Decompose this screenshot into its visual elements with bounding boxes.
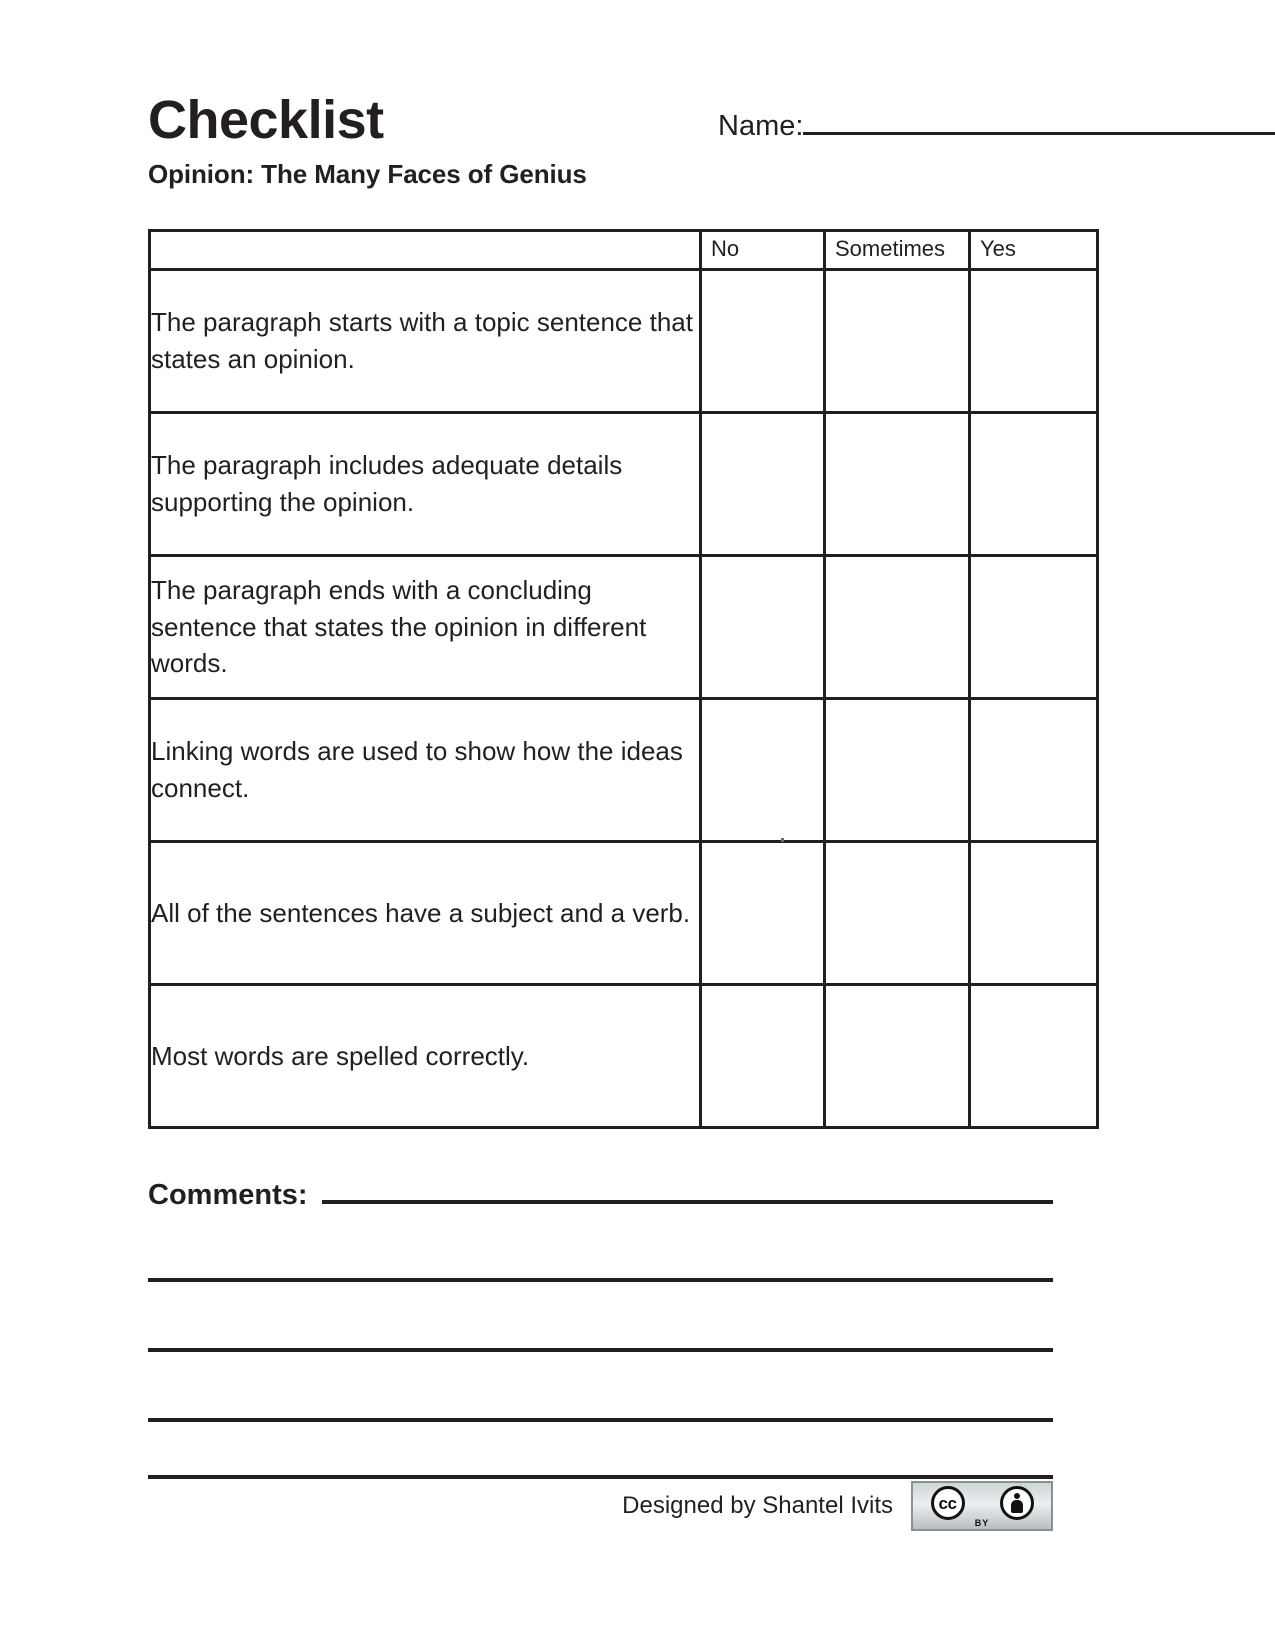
criterion-text: The paragraph ends with a concluding sentence that states the opinion in different words. <box>150 556 701 699</box>
comments-blank-line[interactable] <box>148 1418 1053 1422</box>
page-title: Checklist <box>148 90 384 150</box>
checkbox-cell-no[interactable] <box>701 842 825 985</box>
column-header-no: No <box>701 231 825 270</box>
checkbox-cell-no[interactable] <box>701 270 825 413</box>
criterion-text: The paragraph includes adequate details supporting the opinion. <box>150 413 701 556</box>
comments-blank-line[interactable] <box>148 1475 1053 1479</box>
checkbox-cell-sometimes[interactable] <box>825 699 970 842</box>
checkbox-cell-no[interactable] <box>701 699 825 842</box>
comments-label: Comments: <box>148 1179 308 1211</box>
table-row <box>150 699 1098 842</box>
table-row <box>150 556 1098 699</box>
comments-input-line[interactable] <box>322 1178 1053 1204</box>
checkbox-cell-no[interactable] <box>701 413 825 556</box>
checkbox-cell-sometimes[interactable] <box>825 842 970 985</box>
scan-artifact-speck <box>781 838 784 842</box>
checkbox-cell-yes[interactable] <box>970 556 1098 699</box>
criterion-text: The paragraph starts with a topic sentence that states an opinion. <box>150 270 701 413</box>
criterion-text: Most words are spelled correctly. <box>150 985 701 1128</box>
comments-blank-line[interactable] <box>148 1348 1053 1352</box>
name-label: Name: <box>718 110 804 142</box>
checkbox-cell-yes[interactable] <box>970 842 1098 985</box>
checkbox-cell-yes[interactable] <box>970 699 1098 842</box>
checkbox-cell-yes[interactable] <box>970 413 1098 556</box>
person-body <box>1011 1500 1023 1513</box>
checkbox-cell-no[interactable] <box>701 985 825 1128</box>
column-header-yes: Yes <box>970 231 1098 270</box>
footer-credit: Designed by Shantel Ivits <box>622 1492 893 1519</box>
page-header <box>148 92 1128 190</box>
cc-icon-label: cc <box>938 1493 957 1513</box>
cc-by-label: BY <box>974 1518 990 1528</box>
checkbox-cell-sometimes[interactable] <box>825 270 970 413</box>
table-row <box>150 270 1098 413</box>
criterion-text: Linking words are used to show how the ideas connect. <box>150 699 701 842</box>
person-head <box>1014 1493 1020 1499</box>
table-row <box>150 413 1098 556</box>
table-header-row <box>150 231 1098 270</box>
checkbox-cell-yes[interactable] <box>970 985 1098 1128</box>
cc-icon <box>931 1486 965 1520</box>
column-header-sometimes: Sometimes <box>825 231 970 270</box>
comments-field-group <box>148 1178 1053 1212</box>
table-row <box>150 842 1098 985</box>
table-row <box>150 985 1098 1128</box>
name-input-line[interactable] <box>803 106 1275 135</box>
checkbox-cell-sometimes[interactable] <box>825 985 970 1128</box>
creative-commons-by-badge[interactable] <box>911 1481 1053 1531</box>
checkbox-cell-no[interactable] <box>701 556 825 699</box>
column-header-criterion <box>150 231 701 270</box>
checklist-table <box>148 229 1099 1129</box>
person-glyph <box>1007 1492 1027 1514</box>
criterion-text: All of the sentences have a subject and a verb. <box>150 842 701 985</box>
checkbox-cell-sometimes[interactable] <box>825 556 970 699</box>
person-attribution-icon <box>1000 1486 1034 1520</box>
checkbox-cell-yes[interactable] <box>970 270 1098 413</box>
checkbox-cell-sometimes[interactable] <box>825 413 970 556</box>
comments-blank-line[interactable] <box>148 1278 1053 1282</box>
page-footer <box>148 1483 1053 1529</box>
name-field-group <box>718 106 1275 143</box>
page-subtitle: Opinion: The Many Faces of Genius <box>148 158 587 189</box>
